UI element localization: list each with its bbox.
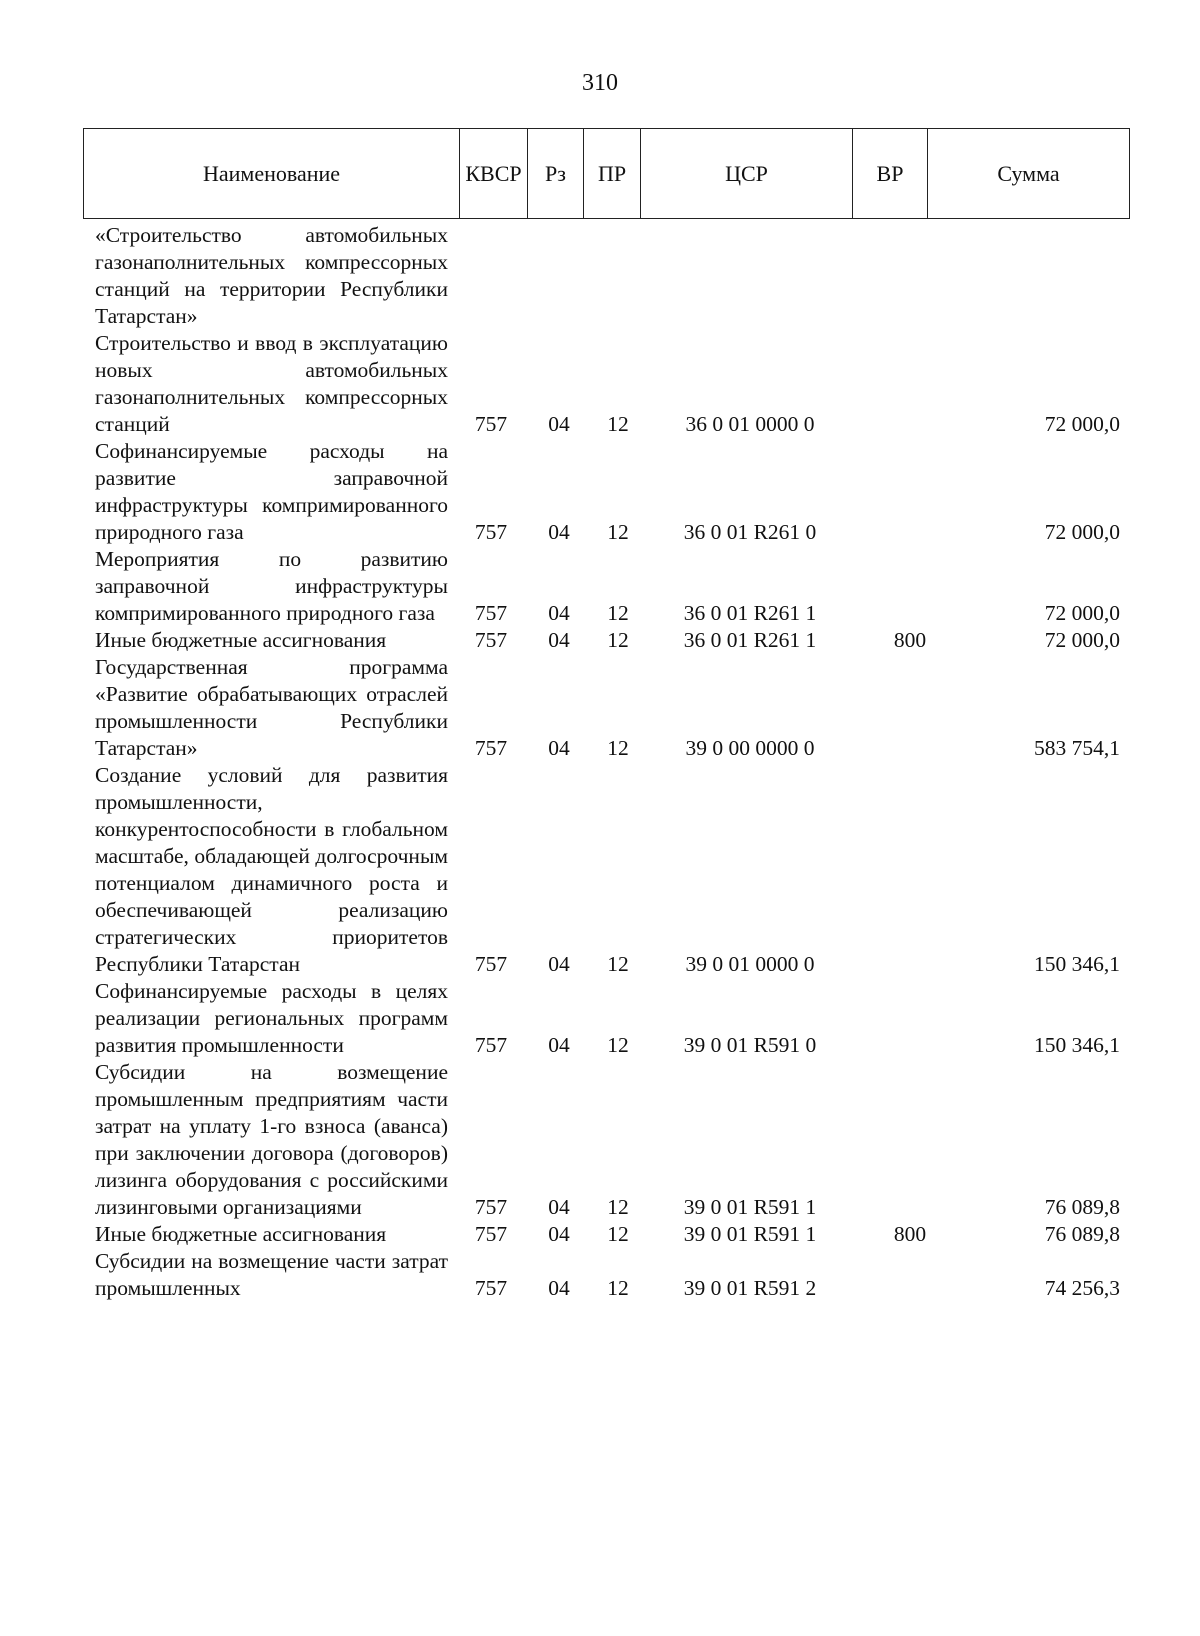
row-vr xyxy=(860,951,960,978)
table-row xyxy=(0,627,1200,654)
header-pr: ПР xyxy=(583,129,640,218)
row-kvsr: 757 xyxy=(474,412,508,436)
row-kvsr: 757 xyxy=(474,1033,508,1057)
row-sum: 76 089,8 xyxy=(1044,1195,1120,1219)
table-row xyxy=(0,762,1200,978)
row-pr: 12 xyxy=(607,628,629,652)
table-row xyxy=(0,438,1200,546)
row-pr: 12 xyxy=(607,736,629,760)
row-pr: 12 xyxy=(607,1033,629,1057)
row-pr: 12 xyxy=(607,601,629,625)
row-pr: 12 xyxy=(607,1222,629,1246)
row-vr: 800 xyxy=(893,628,927,652)
row-pr: 12 xyxy=(607,1276,629,1300)
row-vr xyxy=(860,1275,960,1302)
row-pr xyxy=(590,303,646,330)
row-pr: 12 xyxy=(607,1195,629,1219)
row-name: Софинансируемые расходы на развитие заправочной инфраструктуры компримированного природного газа xyxy=(95,439,448,544)
row-sum: 76 089,8 xyxy=(1044,1222,1120,1246)
row-rz: 04 xyxy=(548,1195,570,1219)
row-pr: 12 xyxy=(607,520,629,544)
table-row xyxy=(0,1221,1200,1248)
row-vr xyxy=(860,600,960,627)
row-name: Мероприятия по развитию заправочной инфраструктуры компримированного природного газа xyxy=(95,547,448,625)
row-rz: 04 xyxy=(548,952,570,976)
table-row xyxy=(0,978,1200,1059)
row-sum: 72 000,0 xyxy=(1044,412,1120,436)
table-row xyxy=(0,546,1200,627)
row-kvsr: 757 xyxy=(474,1222,508,1246)
row-kvsr: 757 xyxy=(474,952,508,976)
row-kvsr: 757 xyxy=(474,1276,508,1300)
row-sum: 74 256,3 xyxy=(1044,1276,1120,1300)
row-csr: 36 0 01 R261 1 xyxy=(683,601,817,625)
page-number: 310 xyxy=(582,70,618,96)
row-csr: 36 0 01 R261 1 xyxy=(683,628,817,652)
row-csr: 39 0 01 R591 0 xyxy=(683,1033,817,1057)
row-sum: 150 346,1 xyxy=(1034,1033,1120,1057)
table-row xyxy=(0,654,1200,762)
row-rz: 04 xyxy=(548,601,570,625)
row-csr: 39 0 00 0000 0 xyxy=(685,736,815,760)
row-name: Иные бюджетные ассигнования xyxy=(95,628,387,652)
row-csr: 39 0 01 R591 1 xyxy=(683,1195,817,1219)
row-vr xyxy=(860,1194,960,1221)
row-pr: 12 xyxy=(607,952,629,976)
row-csr: 39 0 01 R591 1 xyxy=(683,1222,817,1246)
row-csr: 39 0 01 0000 0 xyxy=(685,952,815,976)
row-rz: 04 xyxy=(548,736,570,760)
row-vr xyxy=(860,735,960,762)
row-rz: 04 xyxy=(548,1033,570,1057)
table-row xyxy=(0,330,1200,438)
row-csr: 36 0 01 0000 0 xyxy=(685,412,815,436)
row-vr: 800 xyxy=(893,1222,927,1246)
header-sum: Сумма xyxy=(927,129,1129,218)
row-rz: 04 xyxy=(548,1222,570,1246)
row-kvsr: 757 xyxy=(474,628,508,652)
table-row xyxy=(0,222,1200,330)
row-name: Софинансируемые расходы в целях реализации региональных программ развития промышленности xyxy=(95,979,448,1057)
header-vr: ВР xyxy=(852,129,927,218)
row-name: «Строительство автомобильных газонаполнительных компрессорных станций на территории Республики Татарстан» xyxy=(95,223,448,328)
table-header xyxy=(83,128,1130,219)
header-kvsr: КВСР xyxy=(459,129,527,218)
row-sum xyxy=(950,303,1120,330)
row-rz: 04 xyxy=(548,520,570,544)
row-csr xyxy=(650,303,850,330)
table-row xyxy=(0,1248,1200,1302)
row-vr xyxy=(860,519,960,546)
row-name: Государственная программа «Развитие обрабатывающих отраслей промышленности Республики Татарстан» xyxy=(95,655,448,760)
row-name: Иные бюджетные ассигнования xyxy=(95,1222,387,1246)
row-sum: 72 000,0 xyxy=(1044,628,1120,652)
row-name: Создание условий для развития промышленности, конкурентоспособности в глобальном масштабе, обладающей долгосрочным потенциалом динамичного роста и обеспечивающей реализацию стратегических приоритетов Республики Татарстан xyxy=(95,763,448,976)
header-name: Наименование xyxy=(202,160,341,186)
row-name: Строительство и ввод в эксплуатацию новых автомобильных газонаполнительных компрессорных станций xyxy=(95,331,448,436)
row-kvsr: 757 xyxy=(474,736,508,760)
row-pr: 12 xyxy=(607,412,629,436)
row-sum: 150 346,1 xyxy=(1034,952,1120,976)
row-sum: 583 754,1 xyxy=(1034,736,1120,760)
row-vr xyxy=(860,303,960,330)
row-kvsr xyxy=(463,303,519,330)
row-kvsr: 757 xyxy=(474,1195,508,1219)
row-name: Субсидии на возмещение части затрат промышленных xyxy=(95,1249,448,1300)
row-rz: 04 xyxy=(548,628,570,652)
row-kvsr: 757 xyxy=(474,520,508,544)
table-body xyxy=(0,222,1200,1302)
row-csr: 36 0 01 R261 0 xyxy=(683,520,817,544)
header-rz: Рз xyxy=(527,129,583,218)
row-kvsr: 757 xyxy=(474,601,508,625)
row-rz: 04 xyxy=(548,1276,570,1300)
header-csr: ЦСР xyxy=(640,129,852,218)
row-rz xyxy=(531,303,587,330)
row-name: Субсидии на возмещение промышленным предприятиям части затрат на уплату 1-го взноса (аванса) при заключении договора (договоров) лизинга оборудования с российскими лизинговыми организациями xyxy=(95,1060,448,1219)
row-vr xyxy=(860,411,960,438)
row-vr xyxy=(860,1032,960,1059)
row-sum: 72 000,0 xyxy=(1044,520,1120,544)
row-sum: 72 000,0 xyxy=(1044,601,1120,625)
table-row xyxy=(0,1059,1200,1221)
row-csr: 39 0 01 R591 2 xyxy=(683,1276,817,1300)
row-rz: 04 xyxy=(548,412,570,436)
